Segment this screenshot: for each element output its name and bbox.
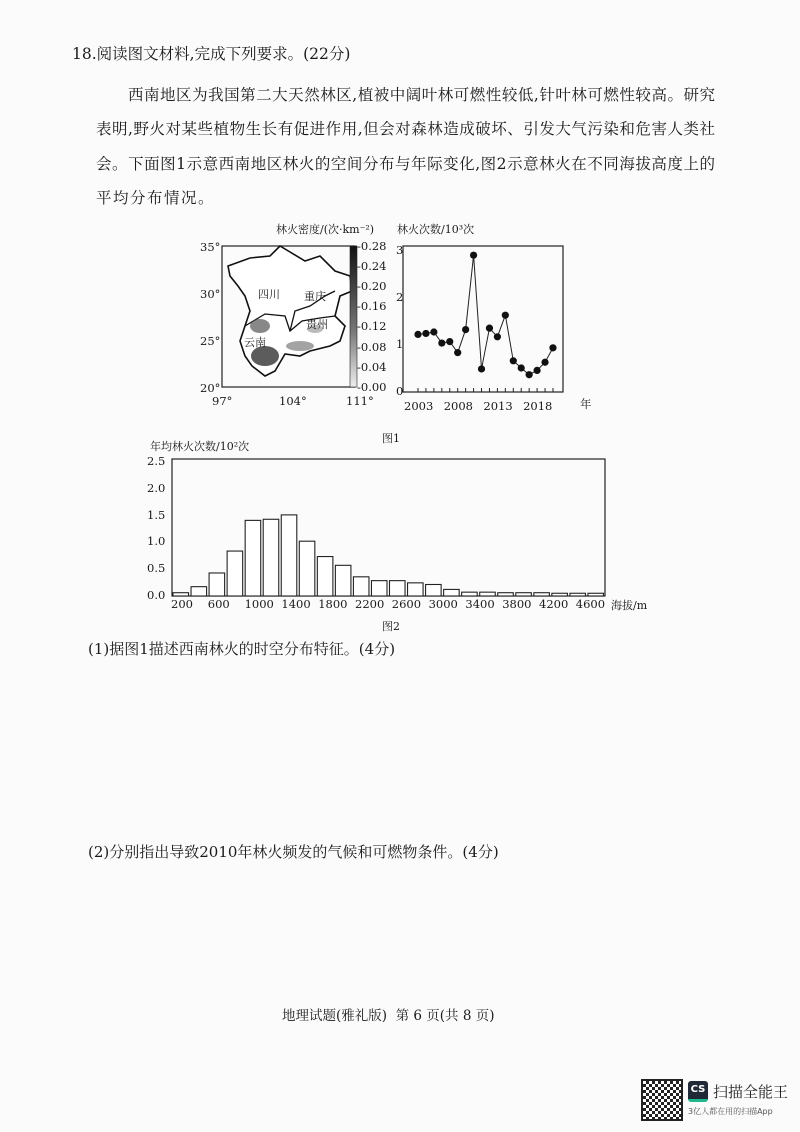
lon-tick-label: 111° [346,394,374,408]
legend-tick-label: -0.16 [357,299,387,314]
legend-tick-label: -0.00 [357,379,387,394]
y-tick-label: 0 [396,384,404,398]
data-point-2007 [446,338,453,345]
x-tick-label: 2008 [443,399,473,413]
figure1-caption: 图1 [382,432,400,445]
region-label-chongqing: 重庆 [304,290,326,303]
x-tick-label: 4600 [575,597,606,611]
data-point-2008 [454,349,461,356]
page-footer: 地理试题(雅礼版) 第 6 页(共 8 页) [282,1008,495,1024]
region-label-sichuan: 四川 [258,288,280,301]
data-point-2012 [486,325,493,332]
bar-chart-title: 年均林火次数/10²次 [150,440,250,453]
scanner-tagline: 3亿人都在用的扫描App [688,1107,773,1116]
x-tick-label: 2018 [523,399,553,413]
paragraph-line: 西南地区为我国第二大天然林区,植被中阔叶林可燃性较低,针叶林可燃性较高。研究 [128,86,715,104]
legend-tick-label: -0.08 [357,339,387,354]
data-point-2014 [502,312,509,319]
region-label-guizhou: 贵州 [306,318,328,331]
paragraph-line: 平均分布情况。 [96,189,216,207]
legend-tick-label: -0.20 [357,279,387,294]
lat-tick-label: 25° [200,334,221,348]
y-tick-label: 0.0 [147,588,166,602]
question-heading: 18.阅读图文材料,完成下列要求。(22分) [72,45,351,63]
data-point-2020 [549,344,556,351]
y-tick-label: 2 [396,290,404,304]
bar-4200 [534,593,550,596]
figure2-caption: 图2 [382,620,400,633]
x-tick-label: 3800 [502,597,532,611]
x-tick-label: 2003 [404,399,434,413]
bar-1600 [299,541,315,596]
x-tick-label: 1000 [244,597,274,611]
map-legend-title: 林火密度/(次·km⁻²) [276,223,375,236]
bar-2000 [335,565,351,596]
data-point-2009 [462,326,469,333]
x-tick-label: 200 [171,597,193,611]
lat-tick-label: 20° [200,381,221,395]
bar-3800 [498,593,514,596]
bar-2200 [353,577,369,596]
bar-1200 [263,519,279,596]
paragraph-line: 表明,野火对某些植物生长有促进作用,但会对森林造成破坏、引发大气污染和危害人类社 [96,120,715,138]
data-point-2018 [534,367,541,374]
bar-3000 [426,584,442,596]
y-tick-label: 3 [396,243,404,257]
lon-tick-label: 104° [279,394,307,408]
data-point-2010 [470,252,477,259]
bar-1000 [245,520,261,596]
bar-1400 [281,515,297,596]
x-tick-label: 1400 [281,597,311,611]
bar-800 [227,551,243,596]
data-point-2017 [526,371,533,378]
series-line [418,255,553,375]
x-axis-unit: 年 [580,397,592,411]
y-tick-label: 0.5 [147,561,166,576]
y-tick-label: 2.5 [147,454,166,468]
y-tick-label: 1.5 [147,507,166,522]
legend-tick-label: -0.04 [357,359,387,374]
x-tick-label: 2600 [391,597,422,611]
bar-2800 [408,583,424,596]
sub-question-2: (2)分别指出导致2010年林火频发的气候和可燃物条件。(4分) [88,843,499,861]
x-tick-label: 2200 [355,597,385,611]
bar-3600 [480,592,496,596]
bar-2600 [390,581,406,596]
bar-1800 [317,557,333,596]
x-tick-label: 600 [207,597,230,611]
line-chart-title: 林火次数/10³次 [397,223,475,236]
southwest-china-outline [228,246,352,376]
bar-400 [191,587,207,596]
x-tick-label: 3400 [465,597,495,611]
bar-3200 [444,589,460,596]
bar-4000 [516,593,532,596]
data-point-2004 [422,330,429,337]
paragraph-line: 会。下面图1示意西南地区林火的空间分布与年际变化,图2示意林火在不同海拔高度上的 [96,155,715,173]
lat-tick-label: 35° [200,240,221,254]
data-point-2016 [518,364,525,371]
camscanner-logo: CS [688,1081,708,1102]
data-point-2006 [438,339,445,346]
x-tick-label: 3000 [428,597,458,611]
bar-200 [173,593,189,596]
bar-4600 [570,593,586,596]
data-point-2015 [510,357,517,364]
altitude-fire-bar-chart [140,450,620,610]
y-tick-label: 1 [396,337,404,351]
legend-tick-label: -0.24 [357,259,387,274]
x-tick-label: 2013 [483,399,513,413]
bar-3400 [462,592,478,596]
x-tick-label: 4200 [539,597,569,611]
y-tick-label: 1.0 [147,534,166,549]
data-point-2003 [414,331,421,338]
sub-question-1: (1)据图1描述西南林火的时空分布特征。(4分) [88,640,396,658]
bar-2400 [371,581,387,596]
data-point-2013 [494,333,501,340]
bar-4400 [552,593,568,596]
bar-4800 [588,593,604,596]
data-point-2011 [478,365,485,372]
lat-tick-label: 30° [200,287,221,301]
y-tick-label: 2.0 [147,480,166,495]
region-label-yunnan: 云南 [244,336,266,349]
bar-600 [209,573,225,596]
data-point-2005 [430,328,437,335]
legend-tick-label: -0.12 [357,319,387,334]
density-colorbar [350,246,357,387]
bar-xlabel: 海拔/m [611,599,648,612]
data-point-2019 [541,359,548,366]
legend-tick-label: -0.28 [357,239,387,253]
lon-tick-label: 97° [212,394,233,408]
qr-code [641,1079,683,1121]
scanner-name: 扫描全能王 [713,1083,789,1101]
x-tick-label: 1800 [318,597,348,611]
annual-fire-line-chart [380,236,570,406]
